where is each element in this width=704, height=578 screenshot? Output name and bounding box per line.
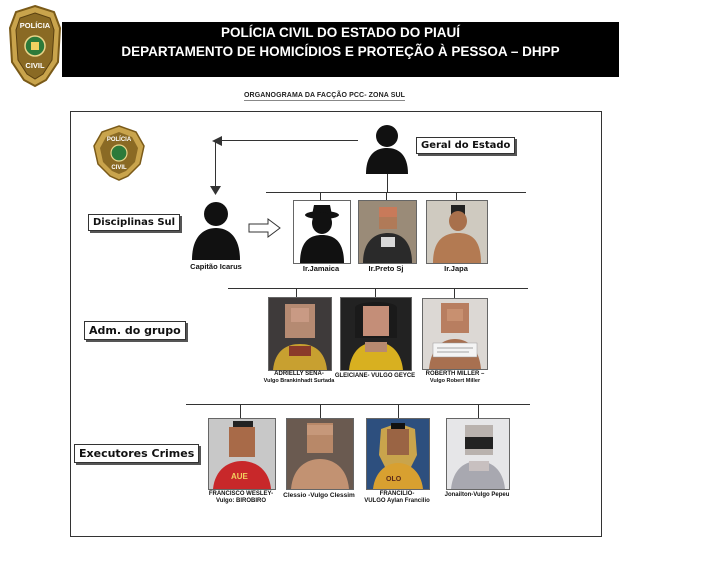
- level-label-disciplinas: Disciplinas Sul: [88, 214, 180, 231]
- connector-line: [387, 172, 388, 192]
- level-label-adm: Adm. do grupo: [84, 321, 186, 340]
- photo-jonailton: [446, 418, 510, 490]
- caption-adrielly-a: ADRIELLY SENA-: [274, 371, 324, 377]
- photo-francisco: [208, 418, 276, 490]
- header-banner: [62, 22, 619, 77]
- caption-adrielly-b: Vulgo Brankinhadt Surtada: [263, 378, 335, 384]
- chart-badge-bottom: CIVIL: [111, 165, 127, 171]
- photo-jamaica: [293, 200, 351, 264]
- caption-japa: Ir.Japa: [444, 264, 468, 273]
- photo-gleiciane: [340, 297, 412, 371]
- caption-clessio: Clessio -Vulgo Clessim: [283, 492, 355, 499]
- connector-line: [240, 404, 241, 418]
- photo-japa: [426, 200, 488, 264]
- caption-francilio-b: VULGO Aylan Francilio: [364, 498, 430, 504]
- caption-capitao: Capitão Icarus: [190, 262, 242, 271]
- svg-text:OLO: OLO: [386, 476, 402, 483]
- arrow-down-icon: [210, 186, 221, 196]
- chart-badge-top: POLÍCIA: [106, 137, 132, 143]
- arrow-left-icon: [212, 136, 224, 146]
- caption-francilio-a: FRANCILIO-: [379, 491, 415, 497]
- chart-badge-icon: [90, 124, 148, 182]
- connector-line: [218, 140, 358, 141]
- silhouette-geral: [360, 120, 414, 174]
- connector-line: [320, 404, 321, 418]
- caption-roberth-b: Vulgo Robert Miller: [429, 378, 481, 384]
- level-label-executores: Executores Crimes: [74, 444, 199, 463]
- caption-preto-sj: Ir.Preto Sj: [368, 264, 404, 273]
- connector-line: [454, 288, 455, 298]
- caption-jonailton: Jonailton-Vulgo Pepeu: [444, 492, 510, 498]
- connector-line: [478, 404, 479, 418]
- badge-word-bottom: CIVIL: [25, 61, 45, 70]
- header-line-1: POLÍCIA CIVIL DO ESTADO DO PIAUÍ: [220, 25, 461, 40]
- photo-roberth: [422, 298, 488, 370]
- connector-line: [386, 192, 387, 200]
- badge-word-top: POLÍCIA: [19, 21, 51, 30]
- caption-francisco-b: Vulgo: BIROBIRO: [215, 498, 267, 504]
- photo-clessio: [286, 418, 354, 490]
- connector-line: [320, 192, 321, 200]
- header-line-2: DEPARTAMENTO DE HOMICÍDIOS E PROTEÇÃO À PESSOA – DHPP: [121, 44, 560, 59]
- connector-line: [215, 140, 216, 190]
- caption-roberth-a: ROBERTH MILLER –: [425, 371, 485, 377]
- caption-francisco-a: FRANCISCO WESLEY-: [208, 491, 274, 497]
- police-badge-icon: [6, 4, 64, 88]
- caption-gleiciane: GLEICIANE- VULGO GEYCE: [334, 373, 416, 379]
- photo-adrielly: [268, 297, 332, 371]
- connector-line: [266, 192, 526, 193]
- connector-line: [398, 404, 399, 418]
- arrow-right-outline-icon: [248, 218, 282, 238]
- photo-preto-sj: [358, 200, 417, 264]
- silhouette-capitao: [188, 198, 244, 260]
- level-label-geral: Geral do Estado: [416, 137, 515, 154]
- svg-text:AUE: AUE: [231, 472, 248, 481]
- photo-francilio: [366, 418, 430, 490]
- connector-line: [456, 192, 457, 200]
- org-chart-subtitle: ORGANOGRAMA DA FACÇÃO PCC- ZONA SUL: [244, 92, 405, 99]
- connector-line: [228, 288, 528, 289]
- caption-jamaica: Ir.Jamaica: [302, 264, 340, 273]
